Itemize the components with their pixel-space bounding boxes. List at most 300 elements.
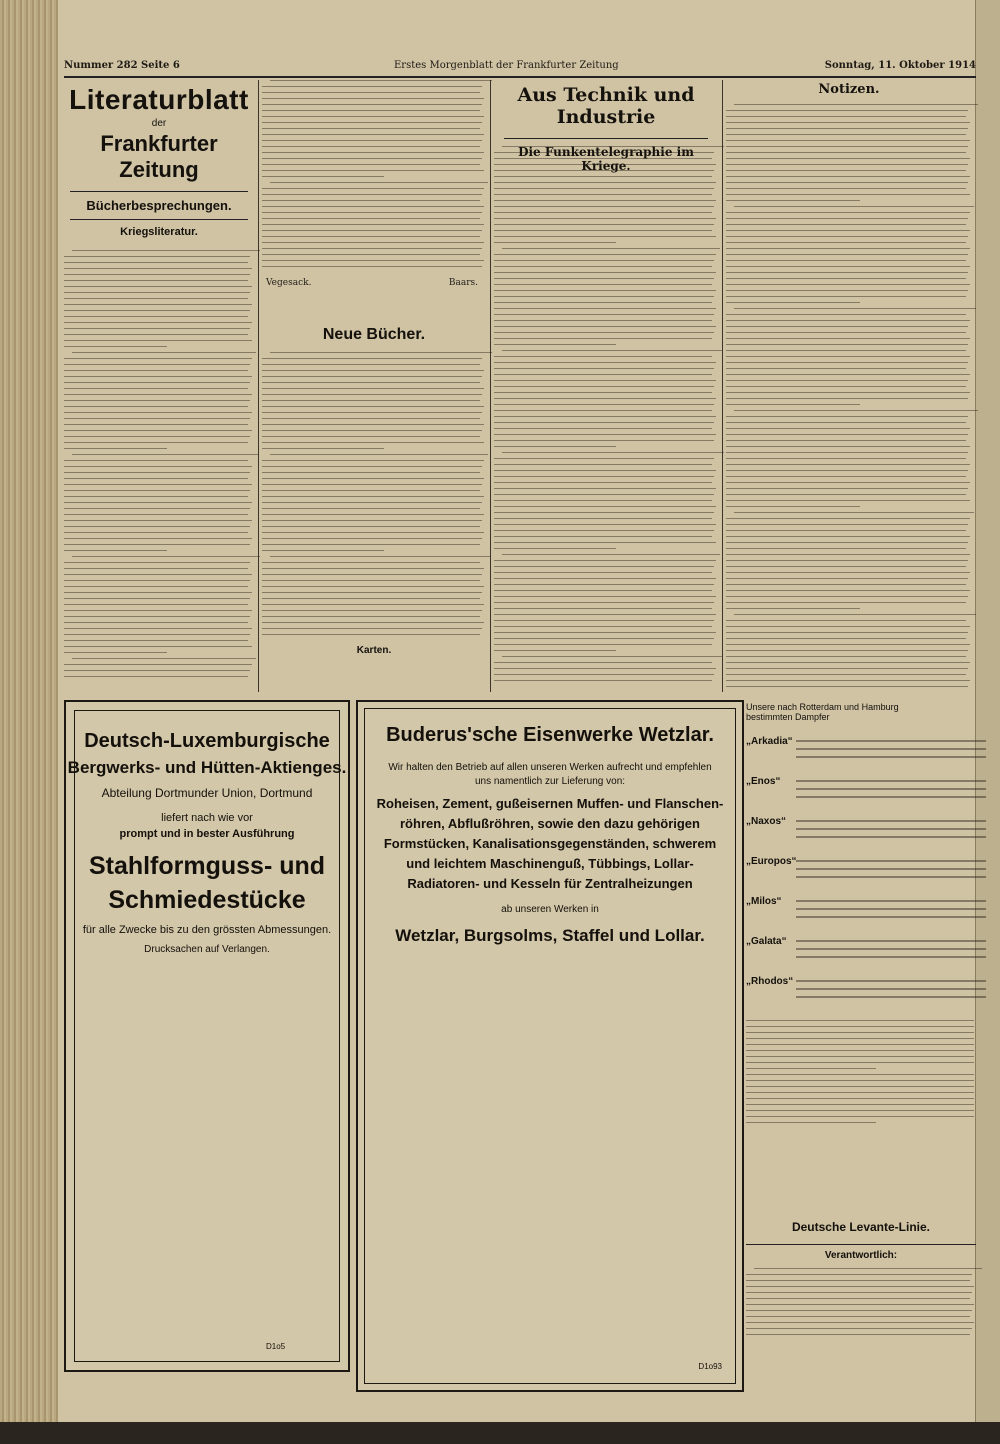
text-line [494, 572, 712, 573]
text-line [734, 410, 978, 411]
ship-description-line [796, 828, 986, 830]
text-line [726, 518, 970, 519]
text-line [726, 170, 966, 171]
text-line [270, 80, 492, 81]
text-line [494, 200, 716, 201]
ship-description-line [796, 780, 986, 782]
ad-levante-name: Deutsche Levante-Linie. [791, 1220, 931, 1234]
text-line [726, 320, 970, 321]
text-line [726, 638, 966, 639]
ship-description-line [796, 948, 986, 950]
text-line [262, 122, 482, 123]
text-line [494, 158, 712, 159]
text-line [726, 146, 968, 147]
text-line [726, 668, 968, 669]
text-line [262, 514, 484, 515]
text-line [746, 1056, 974, 1057]
text-line [64, 364, 250, 365]
imprint-verantwortlich: Verantwortlich: [824, 1250, 898, 1261]
text-line [64, 280, 248, 281]
text-line [64, 382, 250, 383]
text-line [726, 128, 968, 129]
subtitle-buecherbesprechungen: Bücherbesprechungen. [86, 198, 232, 213]
text-line [494, 494, 714, 495]
text-line [726, 422, 966, 423]
text-line [494, 296, 714, 297]
text-line [734, 308, 976, 309]
ad-levante-text [746, 1020, 976, 1128]
text-line [64, 664, 252, 665]
text-line [726, 500, 970, 501]
text-line [746, 1110, 974, 1111]
text-line [494, 314, 714, 315]
text-line [726, 284, 970, 285]
text-line [72, 352, 256, 353]
text-line [726, 350, 966, 351]
text-line [746, 1080, 974, 1081]
text-line [726, 188, 966, 189]
ship-description-line [796, 868, 986, 870]
article-text [494, 146, 718, 686]
text-line [726, 602, 966, 603]
text-line [262, 592, 482, 593]
text-line [726, 488, 968, 489]
text-line [726, 458, 966, 459]
text-line [262, 526, 480, 527]
text-line [494, 422, 714, 423]
text-line [262, 146, 480, 147]
ship-description-line [796, 836, 986, 838]
text-line [746, 1304, 974, 1305]
header-date: Sonntag, 11. Oktober 1914 [824, 60, 976, 71]
text-line [64, 442, 248, 443]
text-line [64, 502, 252, 503]
text-line [726, 272, 968, 273]
text-line [262, 586, 484, 587]
text-line [270, 352, 492, 353]
text-line [726, 218, 968, 219]
text-line [494, 194, 712, 195]
book-binding [0, 0, 58, 1444]
text-line [726, 224, 966, 225]
divider [746, 1244, 976, 1245]
text-line [262, 152, 484, 153]
text-line [270, 556, 490, 557]
text-line [746, 1298, 970, 1299]
text-line [494, 464, 712, 465]
text-line [494, 404, 714, 405]
ship-name: „Europos“ [746, 856, 797, 867]
text-line [262, 266, 482, 267]
text-line [270, 454, 488, 455]
header-rule [64, 76, 976, 78]
text-line [726, 176, 970, 177]
ship-description-line [796, 860, 986, 862]
text-line [64, 304, 252, 305]
text-line [746, 1322, 974, 1323]
text-line [726, 644, 970, 645]
text-line [262, 260, 484, 261]
text-line [262, 110, 480, 111]
text-line [494, 338, 712, 339]
text-line [64, 394, 252, 395]
text-line [726, 404, 860, 405]
text-line [262, 628, 482, 629]
header-issue: Nummer 282 Seite 6 [64, 60, 180, 71]
masthead-der: der [151, 118, 167, 129]
text-line [64, 310, 250, 311]
text-line [64, 388, 248, 389]
article-text [64, 250, 254, 682]
text-line [262, 364, 480, 365]
text-line [746, 1310, 972, 1311]
text-line [494, 344, 616, 345]
article-title-funkentelegraphie: Die Funkentelegraphie im Kriege. [518, 145, 694, 173]
text-line [746, 1020, 974, 1021]
text-line [746, 1122, 876, 1123]
text-line [262, 478, 484, 479]
text-line [64, 634, 250, 635]
text-line [726, 302, 860, 303]
text-line [726, 554, 970, 555]
text-line [262, 92, 480, 93]
text-line [262, 224, 484, 225]
text-line [64, 670, 250, 671]
text-line [64, 544, 250, 545]
text-line [262, 188, 484, 189]
text-line [726, 656, 966, 657]
ship-name: „Naxos“ [746, 816, 787, 827]
article-text [726, 104, 972, 692]
text-line [494, 470, 716, 471]
text-line [72, 454, 258, 455]
text-line [726, 620, 966, 621]
text-line [262, 430, 482, 431]
text-line [726, 290, 968, 291]
text-line [494, 680, 712, 681]
text-line [726, 452, 968, 453]
text-line [726, 590, 970, 591]
text-line [72, 556, 260, 557]
column-literaturblatt [64, 80, 254, 238]
text-line [72, 658, 256, 659]
text-line [494, 566, 714, 567]
text-line [734, 614, 976, 615]
ship-description-line [796, 796, 986, 798]
text-line [494, 578, 716, 579]
text-line [262, 532, 484, 533]
text-line [726, 110, 968, 111]
text-line [494, 434, 716, 435]
text-line [494, 458, 714, 459]
text-line [262, 634, 480, 635]
text-line [726, 332, 966, 333]
text-line [494, 242, 616, 243]
text-line [64, 496, 248, 497]
section-karten: Karten. [356, 645, 392, 656]
text-line [262, 134, 484, 135]
text-line [494, 176, 712, 177]
text-line [64, 340, 252, 341]
text-line [494, 620, 714, 621]
text-line [726, 236, 968, 237]
text-line [726, 296, 966, 297]
text-line [494, 440, 714, 441]
ship-description-line [796, 988, 986, 990]
text-line [262, 442, 484, 443]
text-line [262, 448, 384, 449]
article-text [262, 80, 486, 272]
text-line [262, 236, 480, 237]
text-line [262, 128, 480, 129]
text-line [746, 1092, 974, 1093]
text-line [494, 380, 716, 381]
text-line [262, 616, 480, 617]
text-line [494, 488, 716, 489]
text-line [746, 1116, 974, 1117]
text-line [726, 578, 968, 579]
ad-purpose: für alle Zwecke bis zu den grössten Abmessungen. [82, 924, 332, 936]
text-line [494, 530, 714, 531]
section-title-technik: Aus Technik und Industrie [517, 84, 695, 128]
text-line [726, 548, 966, 549]
text-line [64, 412, 252, 413]
text-line [494, 206, 714, 207]
page-header [64, 56, 976, 76]
ad-buderus-code: D1o93 [698, 1362, 722, 1371]
text-line [494, 476, 714, 477]
ad-buderus [356, 700, 744, 1392]
text-line [746, 1286, 974, 1287]
text-line [746, 1280, 970, 1281]
text-line [726, 674, 966, 675]
column-rule [722, 80, 723, 692]
text-line [262, 218, 480, 219]
text-line [64, 604, 248, 605]
text-line [726, 374, 970, 375]
text-line [494, 374, 712, 375]
ship-description-line [796, 820, 986, 822]
text-line [64, 526, 250, 527]
text-line [64, 562, 250, 563]
text-line [502, 350, 722, 351]
text-line [494, 260, 714, 261]
text-line [64, 334, 248, 335]
text-line [726, 566, 966, 567]
text-line [726, 542, 968, 543]
text-line [262, 412, 482, 413]
text-line [726, 380, 968, 381]
text-line [726, 608, 860, 609]
text-line [64, 292, 250, 293]
text-line [726, 446, 970, 447]
text-line [494, 212, 712, 213]
text-line [262, 580, 480, 581]
text-line [746, 1316, 970, 1317]
text-line [64, 646, 252, 647]
text-line [64, 484, 252, 485]
text-line [502, 248, 720, 249]
text-line [746, 1086, 974, 1087]
column-technik [494, 80, 718, 173]
text-line [262, 158, 482, 159]
ad-product-1: Stahlformguss- und [88, 852, 326, 880]
text-line [746, 1328, 972, 1329]
ad-buderus-products-2: röhren, Abflußröhren, sowie den dazu gehörigen [400, 816, 700, 831]
text-line [262, 194, 482, 195]
ship-description-line [796, 900, 986, 902]
text-line [64, 622, 248, 623]
text-line [726, 116, 966, 117]
text-line [494, 236, 716, 237]
text-line [262, 466, 482, 467]
text-line [726, 584, 966, 585]
text-line [262, 484, 482, 485]
text-line [262, 520, 482, 521]
text-line [64, 478, 248, 479]
ad-levante-intro-2: bestimmten Dampfer [746, 712, 830, 722]
text-line [64, 550, 167, 551]
text-line [262, 230, 482, 231]
text-line [494, 650, 616, 651]
ship-description-line [796, 748, 986, 750]
text-line [494, 506, 716, 507]
text-line [64, 400, 250, 401]
text-line [746, 1038, 974, 1039]
text-line [494, 386, 714, 387]
text-line [494, 608, 712, 609]
text-line [64, 424, 248, 425]
text-line [64, 538, 252, 539]
ship-description-line [796, 956, 986, 958]
text-line [262, 550, 384, 551]
masthead-frankfurter-zeitung: Frankfurter Zeitung [100, 131, 218, 182]
ship-description-line [796, 996, 986, 998]
text-line [746, 1274, 972, 1275]
text-line [726, 356, 970, 357]
text-line [494, 230, 712, 231]
text-line [262, 98, 484, 99]
text-line [494, 644, 712, 645]
text-line [64, 586, 248, 587]
text-line [726, 650, 968, 651]
text-line [262, 206, 484, 207]
ad-buderus-products-1: Roheisen, Zement, gußeisernen Muffen- und Flanschen- [376, 796, 724, 811]
text-line [494, 626, 712, 627]
ad-buderus-places: Wetzlar, Burgsolms, Staffel und Lollar. [395, 926, 705, 945]
text-line [494, 302, 712, 303]
text-line [262, 418, 480, 419]
text-line [726, 572, 970, 573]
ship-description-line [796, 908, 986, 910]
text-line [494, 170, 714, 171]
ad-deutsch-luxemburgische [64, 700, 350, 1372]
text-line [494, 392, 712, 393]
text-line [726, 434, 968, 435]
ship-name: „Milos“ [746, 896, 782, 907]
text-line [64, 568, 248, 569]
imprint-text [746, 1268, 976, 1340]
text-line [64, 268, 252, 269]
ad-product-2: Schmiedestücke [108, 886, 306, 914]
text-line [494, 164, 716, 165]
text-line [494, 362, 716, 363]
ship-description-line [796, 788, 986, 790]
text-line [64, 430, 252, 431]
text-line [746, 1026, 974, 1027]
text-line [64, 598, 250, 599]
ad-buderus-intro-2: uns namentlich zur Lieferung von: [474, 776, 626, 787]
text-line [64, 418, 250, 419]
ad-levante-intro-1: Unsere nach Rotterdam und Hamburg [746, 702, 899, 712]
article-signature: Vegesack. [266, 278, 312, 288]
section-title-notizen: Notizen. [818, 82, 880, 97]
ad-code: D1o5 [266, 1342, 286, 1351]
text-line [726, 194, 970, 195]
text-line [494, 272, 716, 273]
text-line [726, 158, 970, 159]
text-line [726, 482, 970, 483]
text-line [746, 1062, 974, 1063]
article-signature-right: Baars. [448, 278, 478, 288]
ship-name: „Arkadia“ [746, 736, 793, 747]
text-line [726, 536, 970, 537]
text-line [64, 580, 250, 581]
column-notizen [726, 80, 972, 97]
text-line [494, 218, 716, 219]
text-line [494, 284, 712, 285]
text-line [746, 1104, 974, 1105]
text-line [64, 322, 252, 323]
text-line [64, 298, 248, 299]
text-line [726, 368, 966, 369]
text-line [726, 254, 968, 255]
text-line [262, 574, 482, 575]
text-line [64, 574, 252, 575]
text-line [64, 274, 250, 275]
ad-buderus-ab: ab unseren Werken in [501, 904, 599, 915]
text-line [262, 436, 480, 437]
text-line [494, 596, 716, 597]
text-line [64, 520, 252, 521]
text-line [262, 104, 482, 105]
text-line [262, 254, 480, 255]
text-line [64, 490, 250, 491]
text-line [494, 614, 716, 615]
text-line [494, 500, 712, 501]
text-line [746, 1334, 970, 1335]
text-line [64, 376, 252, 377]
text-line [726, 386, 966, 387]
column-rule [258, 80, 259, 692]
text-line [726, 524, 968, 525]
masthead-literaturblatt: Literaturblatt [69, 84, 249, 115]
text-line [494, 632, 716, 633]
text-line [64, 406, 248, 407]
text-line [64, 460, 248, 461]
text-line [726, 140, 970, 141]
text-line [64, 514, 248, 515]
ship-description-line [796, 940, 986, 942]
text-line [494, 152, 714, 153]
text-line [494, 638, 714, 639]
ship-description-line [796, 756, 986, 758]
text-line [502, 452, 724, 453]
text-line [262, 598, 480, 599]
text-line [726, 248, 970, 249]
text-line [262, 376, 482, 377]
text-line [726, 230, 970, 231]
